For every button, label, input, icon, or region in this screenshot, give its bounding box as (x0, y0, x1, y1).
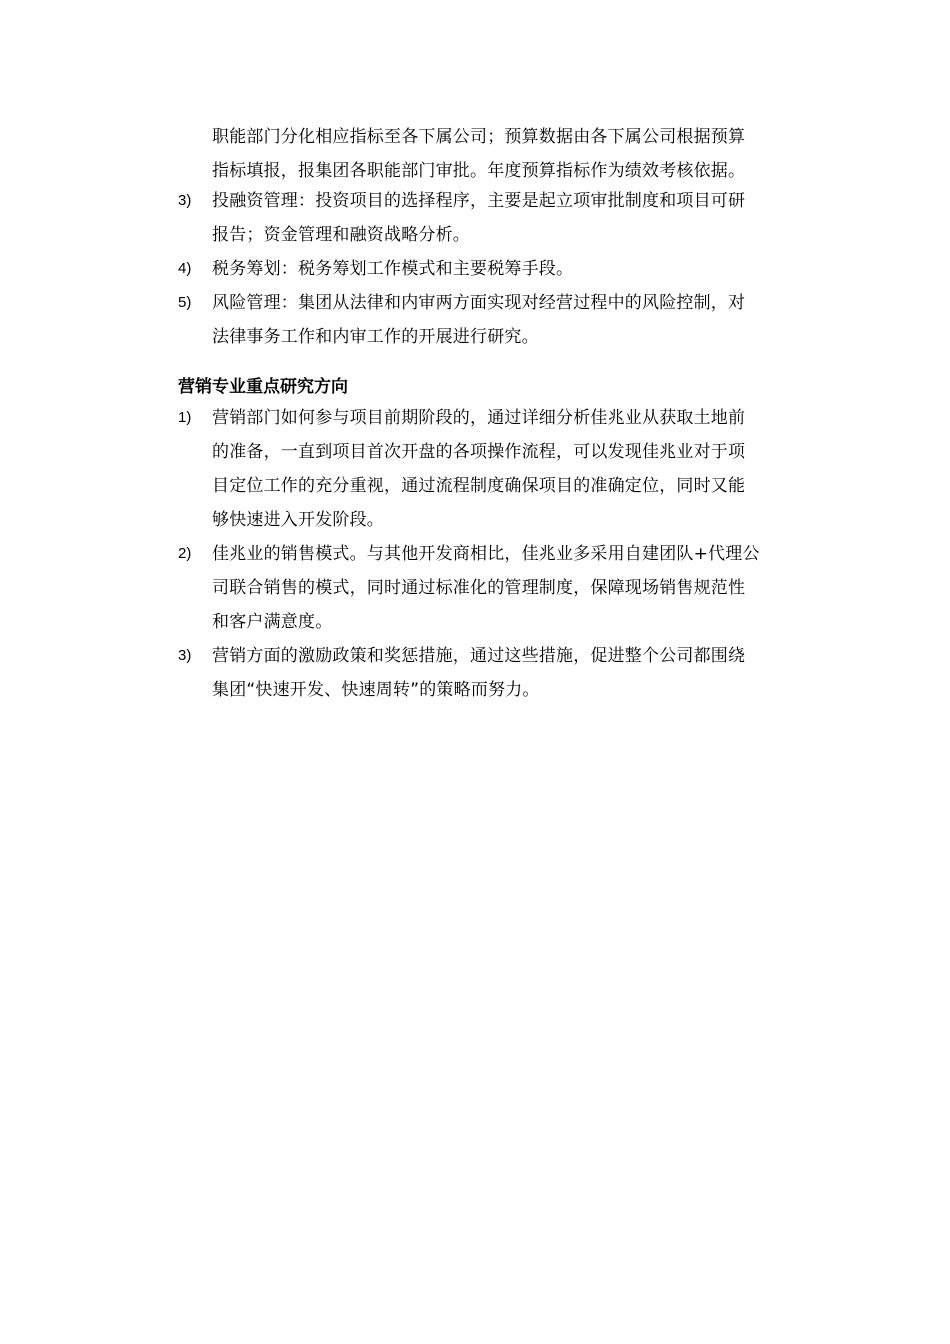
list-item (178, 184, 808, 252)
text-line: 的准备，一直到项目首次开盘的各项操作流程，可以发现佳兆业对于项 (212, 442, 746, 462)
marketing-list (178, 401, 808, 707)
text-line: 指标填报，报集团各职能部门审批。年度预算指标作为绩效考核依据。 (212, 161, 746, 181)
list-item (178, 537, 808, 639)
list-item (178, 639, 808, 707)
text-line: 和客户满意度。 (212, 612, 333, 632)
text-line: 税务筹划：税务筹划工作模式和主要税筹手段。 (212, 259, 574, 279)
text-line: 风险管理：集团从法律和内审两方面实现对经营过程中的风险控制，对 (212, 293, 746, 313)
text-line: 司联合销售的模式，同时通过标准化的管理制度，保障现场销售规范性 (212, 578, 746, 598)
text-line: 营销部门如何参与项目前期阶段的，通过详细分析佳兆业从获取土地前 (212, 408, 746, 428)
list-item (178, 401, 808, 537)
list-item (178, 286, 808, 354)
text-line: 目定位工作的充分重视，通过流程制度确保项目的准确定位，同时又能 (212, 476, 746, 496)
text-line: 营销方面的激励政策和奖惩措施，通过这些措施，促进整个公司都围绕 (212, 646, 746, 666)
list-item-number: 4) (178, 260, 192, 277)
list-item (178, 252, 808, 286)
list-item-number: 5) (178, 294, 192, 311)
list-item-number: 2) (178, 545, 192, 562)
text-line: 报告；资金管理和融资战略分析。 (212, 225, 470, 245)
finance-list (178, 184, 808, 354)
list-item-number: 1) (178, 409, 192, 426)
text-line: 职能部门分化相应指标至各下属公司；预算数据由各下属公司根据预算 (212, 127, 746, 147)
list-item-number: 3) (178, 192, 192, 209)
list-item-number: 3) (178, 647, 192, 664)
section-heading: 营销专业重点研究方向 (178, 377, 348, 397)
text-line: 投融资管理：投资项目的选择程序，主要是起立项审批制度和项目可研 (212, 191, 746, 211)
continuation-paragraph (212, 120, 808, 188)
text-line: 集团“快速开发、快速周转”的策略而努力。 (212, 680, 540, 700)
text-line: 佳兆业的销售模式。与其他开发商相比，佳兆业多采用自建团队+代理公 (212, 544, 760, 564)
text-line: 法律事务工作和内审工作的开展进行研究。 (212, 327, 539, 347)
text-line: 够快速进入开发阶段。 (212, 510, 384, 530)
marketing-section (178, 370, 808, 404)
